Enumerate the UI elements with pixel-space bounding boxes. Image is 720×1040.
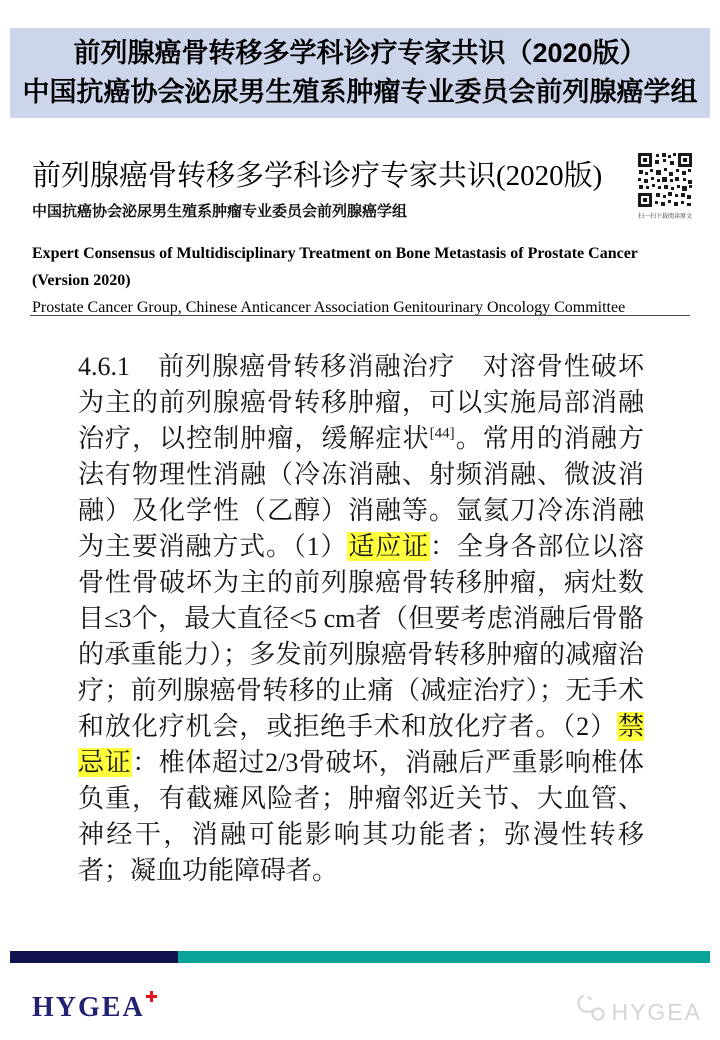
hygea-logo-text: HYGEA bbox=[32, 992, 145, 1023]
body-seg4: ：椎体超过2/3骨破坏，消融后严重影响椎体负重，有截瘫风险者；肿瘤邻近关节、大血管、神经干，消融可能影响其功能者；弥漫性转移者；凝血功能障碍者。 bbox=[78, 748, 644, 885]
english-title-block bbox=[32, 240, 652, 321]
reference-superscript: [44] bbox=[429, 425, 455, 442]
highlight-indications: 适应证 bbox=[348, 532, 429, 561]
highlight-contraindications: 禁忌证 bbox=[78, 712, 644, 777]
hygea-logo bbox=[32, 978, 157, 1024]
body-paragraph bbox=[78, 349, 644, 889]
watermark-text: HYGEA bbox=[611, 998, 702, 1025]
stethoscope-icon bbox=[575, 995, 605, 1029]
medical-cross-icon bbox=[146, 978, 157, 1010]
english-authors: Prostate Cancer Group, Chinese Anticancer Association Genitourinary Oncology Committee bbox=[32, 299, 626, 316]
divider-rule bbox=[30, 315, 690, 316]
body-seg2: 。常用的消融方法有物理性消融（冷冻消融、射频消融、微波消融）及化学性（乙醇）消融等。氩氦刀冷冻消融为主要消融方式。（1） bbox=[78, 424, 644, 561]
english-title-line1: Expert Consensus of Multidisciplinary Treatment on Bone Metastasis of Prostate Cancer bbox=[32, 245, 638, 262]
banner-title-line2: 中国抗癌协会泌尿男生殖系肿瘤专业委员会前列腺癌学组 bbox=[22, 77, 698, 107]
qr-code-block bbox=[636, 152, 694, 221]
page-subtitle: 中国抗癌协会泌尿男生殖系肿瘤专业委员会前列腺癌学组 bbox=[32, 204, 408, 220]
footer-bar-navy bbox=[10, 951, 178, 963]
english-title-line2: (Version 2020) bbox=[32, 272, 131, 289]
banner-title-line1: 前列腺癌骨转移多学科诊疗专家共识（2020版） bbox=[73, 38, 647, 68]
header-banner bbox=[10, 28, 710, 118]
body-seg3: ：全身各部位以溶骨性骨破坏为主的前列腺癌骨转移肿瘤，病灶数目≤3个，最大直径<5 cm者（但要考虑消融后骨骼的承重能力）；多发前列腺癌骨转移肿瘤的减瘤治疗；前列腺癌骨转移的止痛（减症治疗）；无手术和放化疗机会，或拒绝手术和放化疗者。（2） bbox=[78, 532, 644, 741]
footer-bar-teal bbox=[178, 951, 710, 963]
page-title: 前列腺癌骨转移多学科诊疗专家共识(2020版) bbox=[32, 160, 603, 192]
qr-code-icon bbox=[637, 152, 693, 208]
hygea-watermark bbox=[575, 995, 702, 1029]
qr-caption: 扫一扫下载阅读原文 bbox=[637, 214, 692, 220]
body-seg1: 4.6.1 前列腺癌骨转移消融治疗 对溶骨性破坏为主的前列腺癌骨转移肿瘤，可以实施局部消融治疗，以控制肿瘤，缓解症状 bbox=[78, 352, 644, 453]
